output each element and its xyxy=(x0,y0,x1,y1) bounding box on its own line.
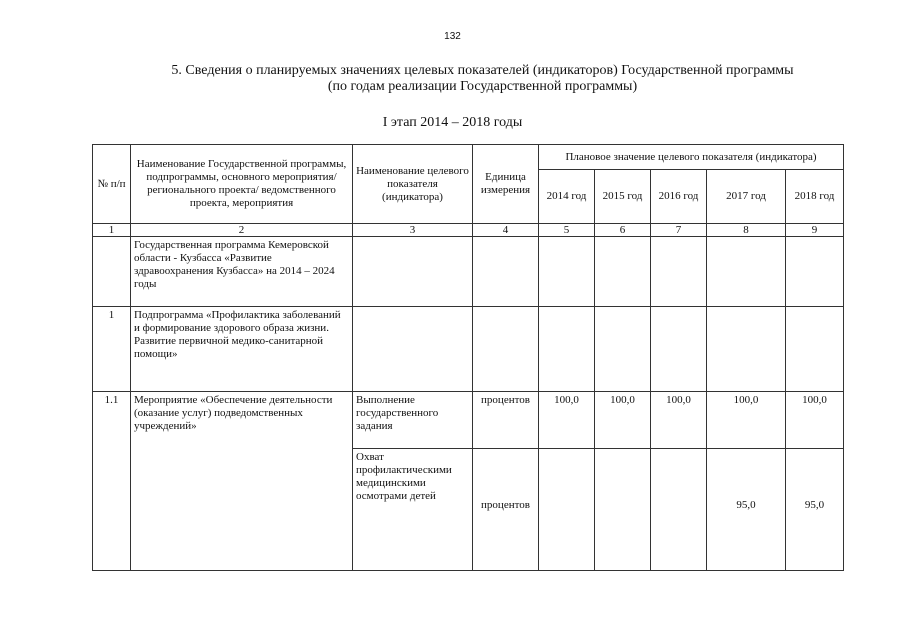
page-number: 132 xyxy=(444,31,461,42)
column-number: 7 xyxy=(651,224,707,237)
stage-title: I этап 2014 – 2018 годы xyxy=(382,115,523,130)
value-2018: 95,0 xyxy=(786,449,844,571)
value-2014 xyxy=(539,449,595,571)
value-2015: 100,0 xyxy=(595,392,651,449)
column-number: 4 xyxy=(473,224,539,237)
header-indicator: Наименование целевого показателя (индикатора) xyxy=(353,145,473,224)
header-num: № п/п xyxy=(93,145,131,224)
value-2018: 100,0 xyxy=(786,392,844,449)
header-year-2017: 2017 год xyxy=(707,170,786,224)
section-heading xyxy=(150,63,815,95)
indicators-table xyxy=(92,144,844,571)
indicator-name: Охват профилактическими медицинскими осмотрами детей xyxy=(353,449,473,571)
header-planned: Плановое значение целевого показателя (индикатора) xyxy=(539,145,844,170)
indicator-unit: процентов xyxy=(473,392,539,449)
header-year-2016: 2016 год xyxy=(651,170,707,224)
row-num xyxy=(93,237,131,307)
value-2017: 100,0 xyxy=(707,392,786,449)
row-num: 1.1 xyxy=(93,392,131,571)
table-row-measure xyxy=(93,392,844,449)
column-number: 1 xyxy=(93,224,131,237)
indicator-unit: процентов xyxy=(473,449,539,571)
header-row-1 xyxy=(93,145,844,170)
table-row-program xyxy=(93,237,844,307)
value-2017: 95,0 xyxy=(707,449,786,571)
heading-line-1: 5. Сведения о планируемых значениях целевых показателей (индикаторов) Государственной программы xyxy=(171,63,794,78)
row-name: Подпрограмма «Профилактика заболеваний и формирование здорового образа жизни. Развитие первичной медико-санитарной помощи» xyxy=(131,307,353,392)
column-number: 5 xyxy=(539,224,595,237)
column-number-row xyxy=(93,224,844,237)
column-number: 9 xyxy=(786,224,844,237)
indicator-name: Выполнение государственного задания xyxy=(353,392,473,449)
column-number: 3 xyxy=(353,224,473,237)
row-name: Мероприятие «Обеспечение деятельности (оказание услуг) подведомственных учреждений» xyxy=(131,392,353,571)
header-name: Наименование Государственной программы, подпрограммы, основного мероприятия/ регионального проекта/ ведомственного проекта, мероприятия xyxy=(131,145,353,224)
value-2016 xyxy=(651,449,707,571)
value-2015 xyxy=(595,449,651,571)
row-num: 1 xyxy=(93,307,131,392)
value-2014: 100,0 xyxy=(539,392,595,449)
column-number: 2 xyxy=(131,224,353,237)
header-year-2018: 2018 год xyxy=(786,170,844,224)
heading-line-2: (по годам реализации Государственной программы) xyxy=(327,79,638,94)
header-year-2014: 2014 год xyxy=(539,170,595,224)
table-row-subprogram xyxy=(93,307,844,392)
row-name: Государственная программа Кемеровской области - Кузбасса «Развитие здравоохранения Кузбасса» на 2014 – 2024 годы xyxy=(131,237,353,307)
value-2016: 100,0 xyxy=(651,392,707,449)
header-year-2015: 2015 год xyxy=(595,170,651,224)
column-number: 8 xyxy=(707,224,786,237)
header-unit: Единица измерения xyxy=(473,145,539,224)
column-number: 6 xyxy=(595,224,651,237)
